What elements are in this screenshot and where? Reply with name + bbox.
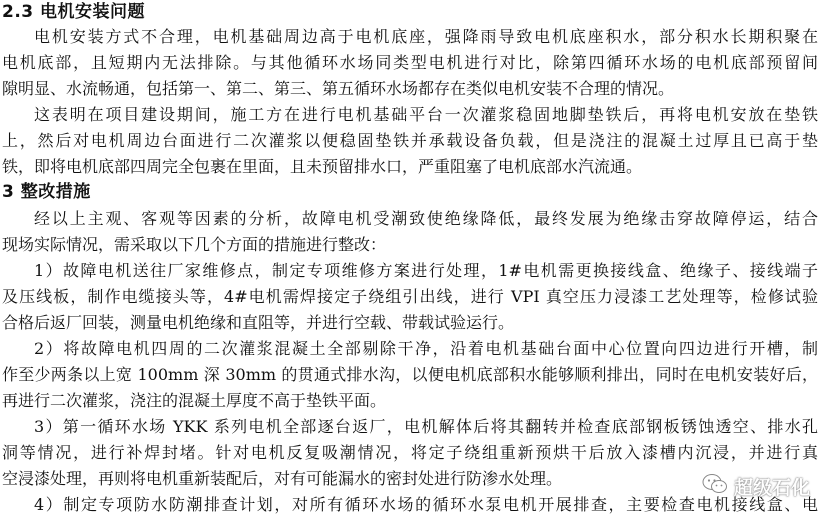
paragraph-line: 电机安装方式不合理，电机基础周边高于电机底座，强降雨导致电机底座积水，部分积水长期积聚在: [34, 27, 818, 46]
section-heading-3: 3 整改措施: [2, 182, 91, 202]
paragraph-line: 上，然后对电机周边台面进行二次灌浆以便稳固垫铁并承载设备负载，但是浇注的混凝土过厚且已高于垫: [2, 131, 818, 150]
list-item-line: 3）第一循环水场 YKK 系列电机全部逐台返厂，电机解体后将其翻转并检查底部钢板锈蚀透空、排水孔: [34, 417, 818, 436]
paragraph-line: 隙明显、水流畅通，包括第一、第二、第三、第五循环水场都存在类似电机安装不合理的情况。: [2, 79, 675, 98]
paragraph-line: 现场实际情况，需采取以下几个方面的措施进行整改：: [2, 235, 387, 254]
watermark-text: 超级石化: [733, 477, 810, 499]
list-item-line: 及压线板，制作电缆接头等，4#电机需焊接定子绕组引出线，进行 VPI 真空压力浸漆工艺处理等，检修试验: [2, 287, 818, 306]
paragraph-line: 这表明在项目建设期间，施工方在进行电机基础平台一次灌浆稳固地脚垫铁后，再将电机安放在垫铁: [34, 105, 818, 124]
watermark: [702, 473, 810, 500]
paragraph-line: 经以上主观、客观等因素的分析，故障电机受潮致使绝缘降低，最终发展为绝缘击穿故障停运，结合: [34, 209, 818, 228]
list-item-line: 1）故障电机送往厂家维修点，制定专项维修方案进行处理，1#电机需更换接线盒、绝缘子、接线端子: [34, 261, 818, 280]
list-item-line: 再进行二次灌浆，浇注的混凝土厚度不高于垫铁平面。: [2, 391, 387, 410]
wechat-icon: [702, 473, 728, 500]
list-item-line: 2）将故障电机四周的二次灌浆混凝土全部剔除干净，沿着电机基础台面中心位置向四边进行开槽，制: [34, 339, 818, 358]
section-heading-2-3: 2.3 电机安装问题: [2, 2, 146, 22]
list-item-line: 合格后返厂回装，测量电机绝缘和直阻等，并进行空载、带载试验运行。: [2, 313, 515, 332]
paragraph-line: 电机底部，且短期内无法排除。与其他循环水场同类型电机进行对比，除第四循环水场的电机底部预留间: [2, 53, 818, 72]
list-item-line: 空浸漆处理，再则将电机重新装配后，对有可能漏水的密封处进行防渗水处理。: [2, 469, 563, 488]
list-item-line: 作至少两条以上宽 100mm 深 30mm 的贯通式排水沟，以便电机底部积水能够顺利排出，同时在电机安装好后，: [2, 365, 818, 384]
paragraph-line: 铁，即将电机底部四周完全包裹在里面，且未预留排水口，严重阻塞了电机底部水汽流通。: [2, 157, 643, 176]
list-item-line: 4）制定专项防水防潮排查计划，对所有循环水场的循环水泵电机开展排查，主要检查电机接线盒、电: [34, 495, 818, 514]
list-item-line: 洞等情况，进行补焊封堵。针对电机反复吸潮情况，将定子绕组重新预烘干后放入漆槽内沉浸，并进行真: [2, 443, 818, 462]
